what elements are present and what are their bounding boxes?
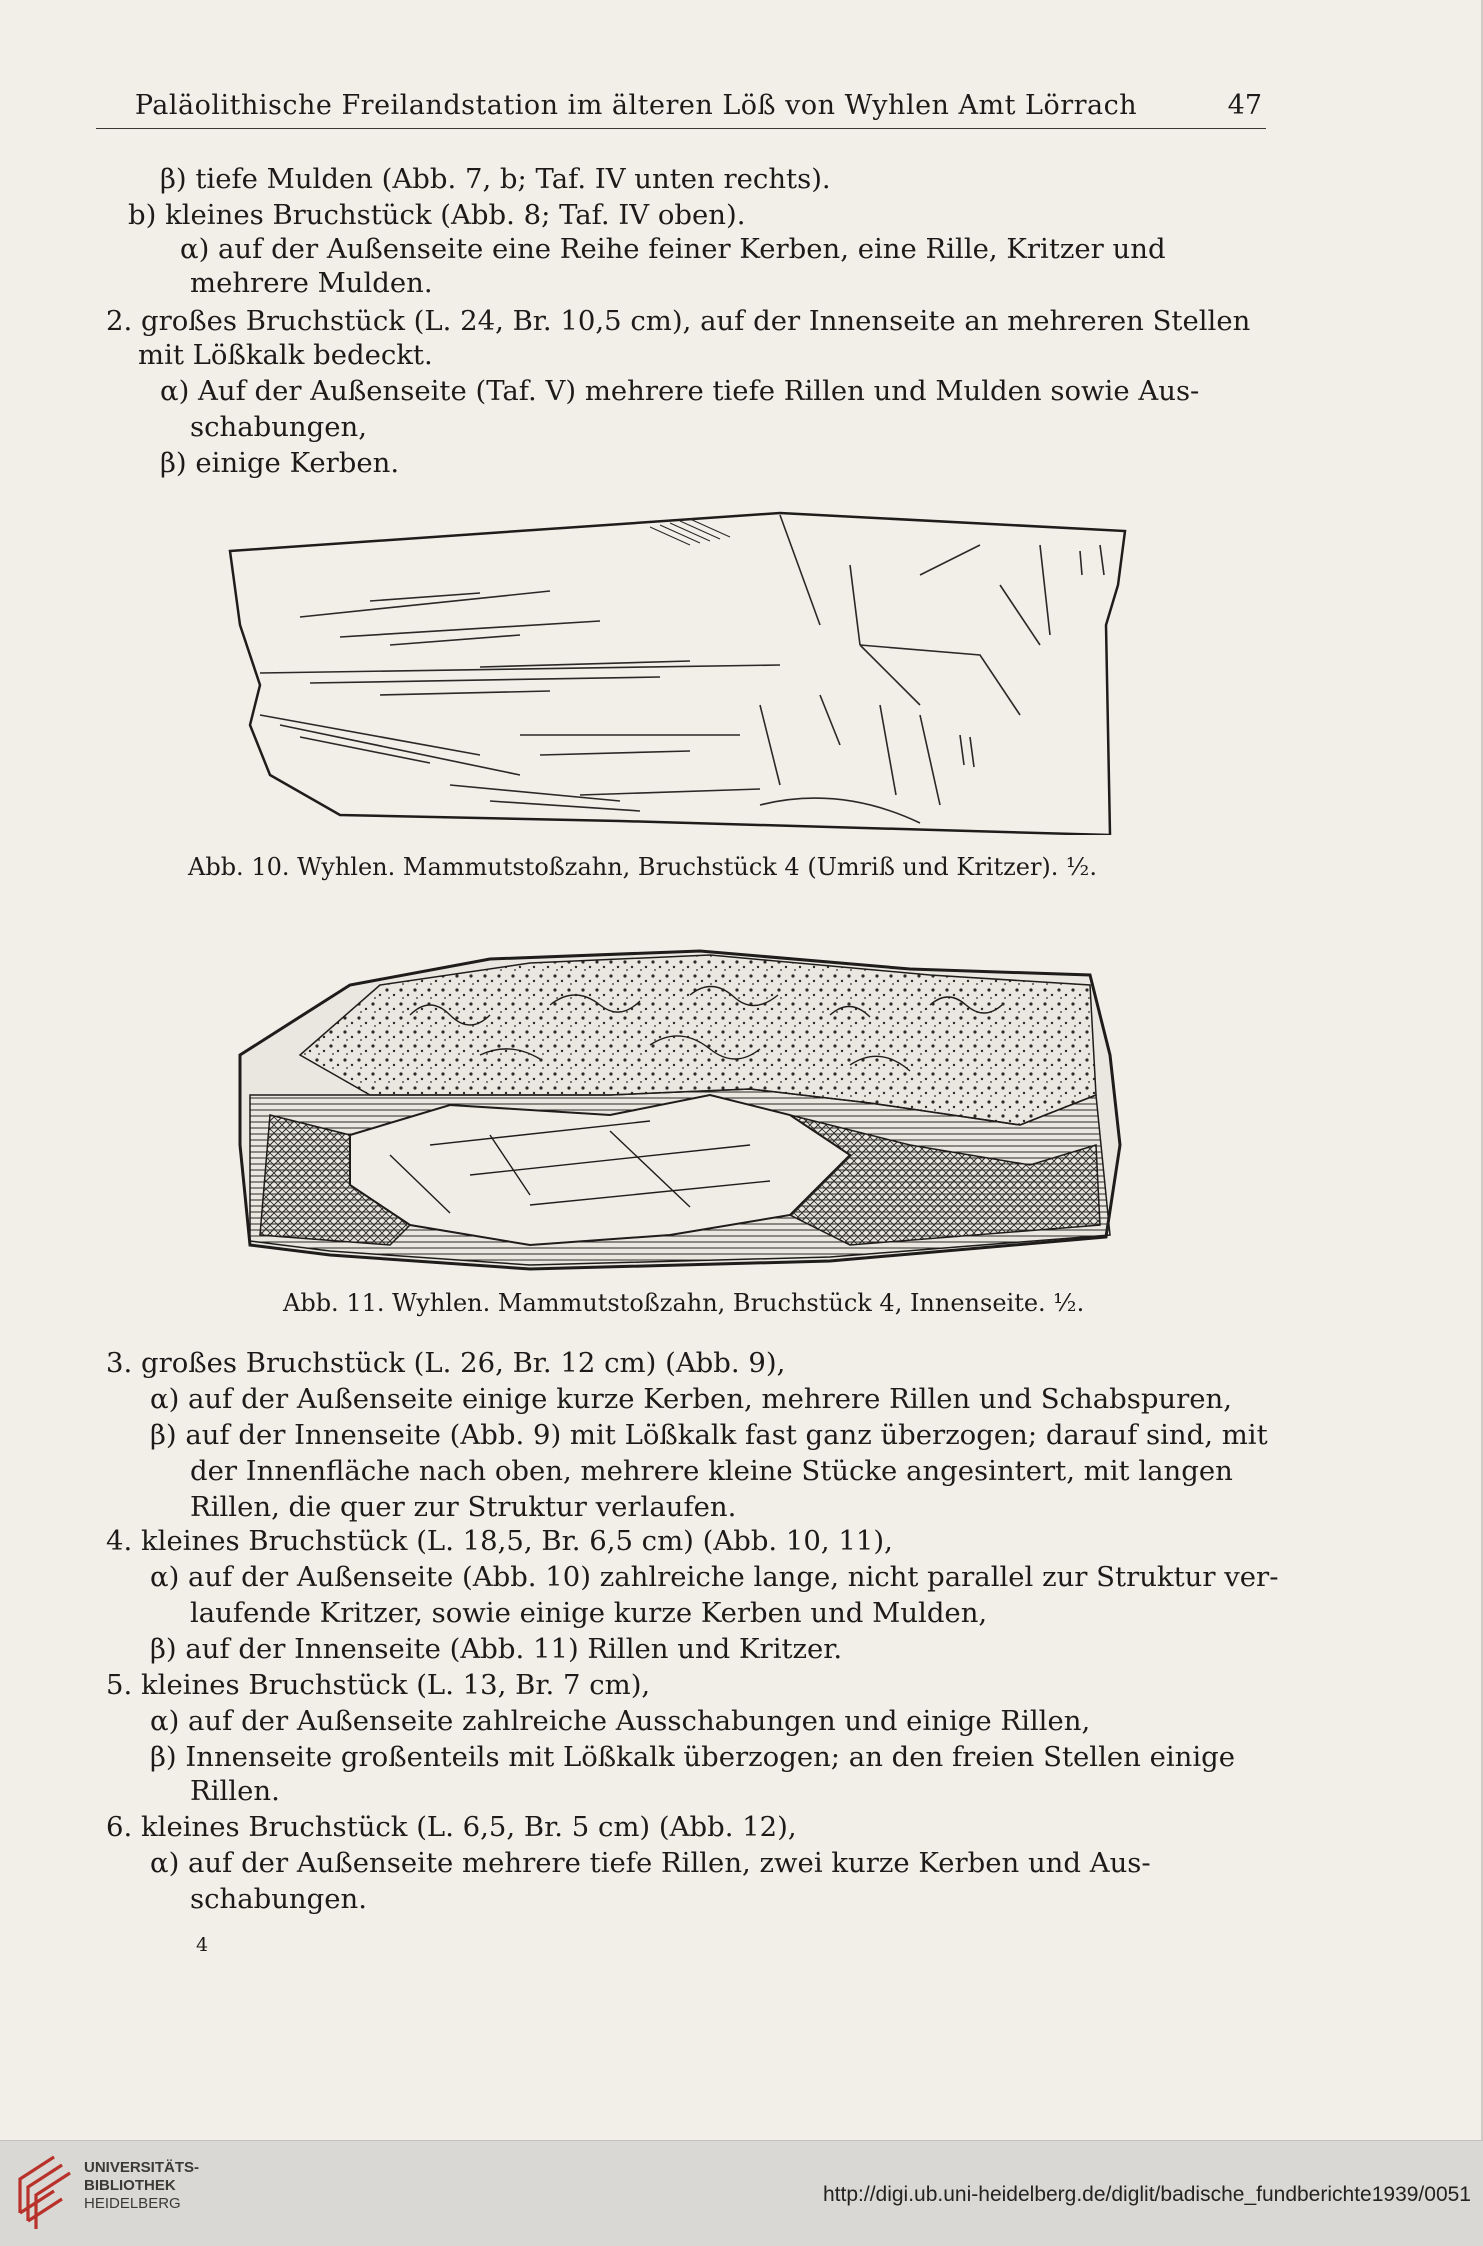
figure-10-caption: Abb. 10. Wyhlen. Mammutstoßzahn, Bruchstück 4 (Umriß und Kritzer). ½. xyxy=(188,853,1097,881)
text-line: α) auf der Außenseite (Abb. 10) zahlreiche lange, nicht parallel zur Struktur ver- xyxy=(150,1561,1279,1593)
text-line: mit Lößkalk bedeckt. xyxy=(138,339,433,371)
text-line: laufende Kritzer, sowie einige kurze Kerben und Mulden, xyxy=(190,1597,988,1629)
text-line: β) auf der Innenseite (Abb. 11) Rillen und Kritzer. xyxy=(150,1633,843,1665)
running-head xyxy=(96,84,1266,129)
text-line: mehrere Mulden. xyxy=(190,267,433,299)
text-line: α) auf der Außenseite eine Reihe feiner Kerben, eine Rille, Kritzer und xyxy=(180,233,1166,265)
text-line: 5. kleines Bruchstück (L. 13, Br. 7 cm), xyxy=(106,1669,651,1701)
library-logo-icon[interactable] xyxy=(14,2151,74,2237)
library-name-line: UNIVERSITÄTS- xyxy=(84,2159,200,2176)
text-line: 2. großes Bruchstück (L. 24, Br. 10,5 cm), auf der Innenseite an mehreren Stellen xyxy=(106,305,1251,337)
text-line: α) auf der Außenseite zahlreiche Ausschabungen und einige Rillen, xyxy=(150,1705,1091,1737)
running-title: Paläolithische Freilandstation im älteren Löß von Wyhlen Amt Lörrach xyxy=(134,90,1138,121)
text-line: α) auf der Außenseite mehrere tiefe Rillen, zwei kurze Kerben und Aus- xyxy=(150,1847,1151,1879)
text-line: schabungen, xyxy=(190,411,367,443)
page-number: 47 xyxy=(1227,90,1262,121)
text-line: Rillen, die quer zur Struktur verlaufen. xyxy=(190,1491,737,1523)
text-line: 4. kleines Bruchstück (L. 18,5, Br. 6,5 cm) (Abb. 10, 11), xyxy=(106,1525,893,1557)
figure-10-outline-drawing xyxy=(220,505,1130,835)
figure-11-caption: Abb. 11. Wyhlen. Mammutstoßzahn, Bruchstück 4, Innenseite. ½. xyxy=(283,1289,1085,1317)
text-line: Rillen. xyxy=(190,1775,280,1807)
text-line: α) auf der Außenseite einige kurze Kerben, mehrere Rillen und Schabspuren, xyxy=(150,1383,1233,1415)
text-line: β) auf der Innenseite (Abb. 9) mit Lößkalk fast ganz überzogen; darauf sind, mit xyxy=(150,1419,1268,1451)
library-name-line: BIBLIOTHEK xyxy=(84,2177,176,2194)
text-line: b) kleines Bruchstück (Abb. 8; Taf. IV oben). xyxy=(128,199,746,231)
text-line: 6. kleines Bruchstück (L. 6,5, Br. 5 cm) (Abb. 12), xyxy=(106,1811,797,1843)
figure-11-shaded-drawing xyxy=(230,945,1135,1275)
text-line: der Innenfläche nach oben, mehrere kleine Stücke angesintert, mit langen xyxy=(190,1455,1233,1487)
text-line: 3. großes Bruchstück (L. 26, Br. 12 cm) (Abb. 9), xyxy=(106,1347,786,1379)
text-line: β) tiefe Mulden (Abb. 7, b; Taf. IV unten rechts). xyxy=(160,163,831,195)
text-line: β) einige Kerben. xyxy=(160,447,400,479)
text-line: β) Innenseite großenteils mit Lößkalk überzogen; an den freien Stellen einige xyxy=(150,1741,1236,1773)
text-line: schabungen. xyxy=(190,1883,367,1915)
text-line: α) Auf der Außenseite (Taf. V) mehrere tiefe Rillen und Mulden sowie Aus- xyxy=(160,375,1200,407)
library-name-line: HEIDELBERG xyxy=(84,2195,181,2212)
signature-mark: 4 xyxy=(196,1934,209,1956)
digitization-footer xyxy=(0,2140,1483,2246)
library-name xyxy=(84,2159,199,2213)
source-url-link[interactable]: http://digi.ub.uni-heidelberg.de/diglit/badische_fundberichte1939/0051 xyxy=(823,2183,1471,2206)
